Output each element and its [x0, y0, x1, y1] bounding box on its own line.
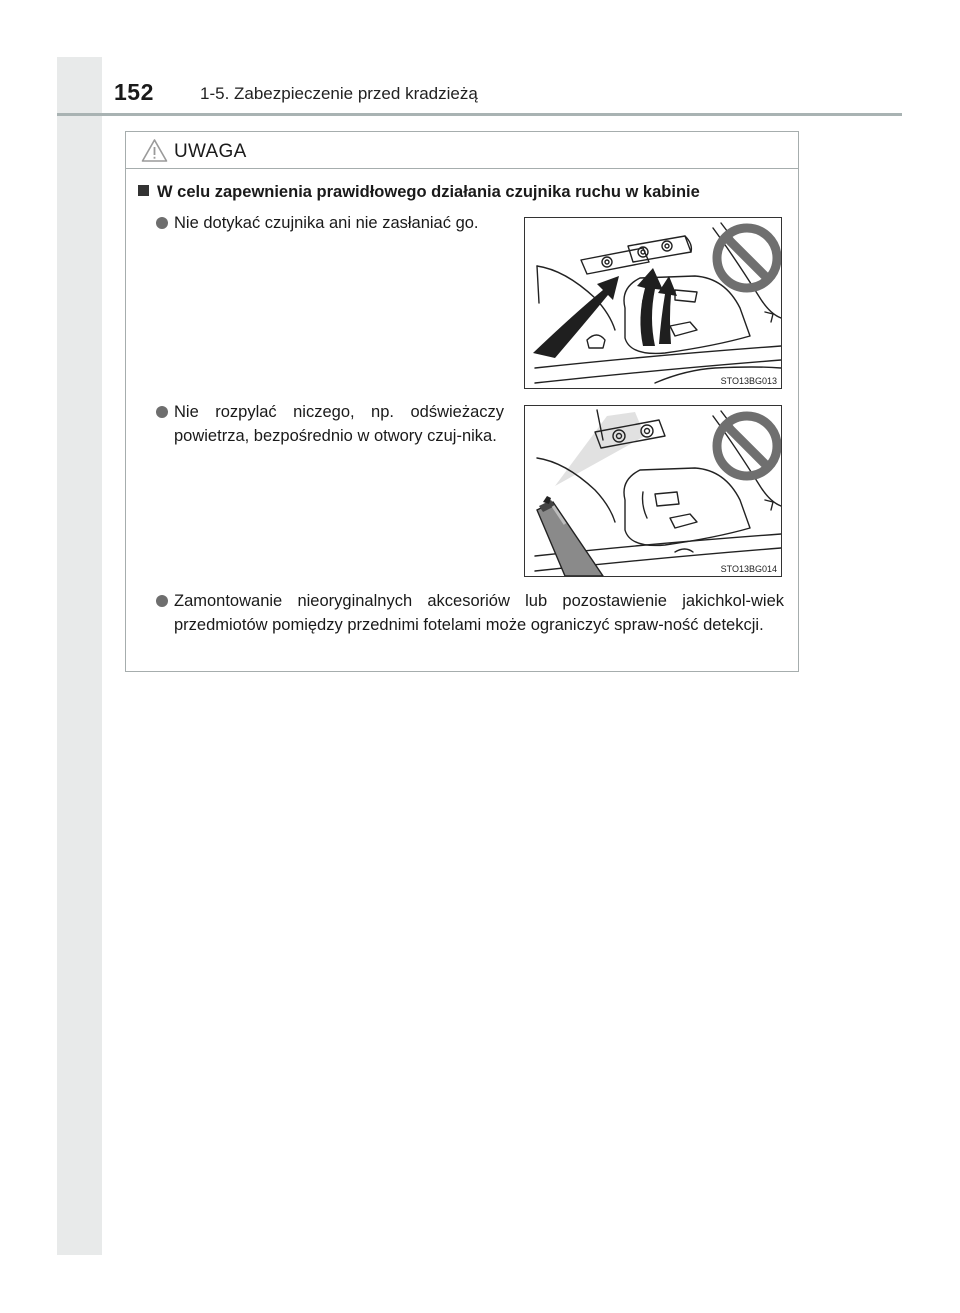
prohibition-icon — [717, 228, 777, 288]
figure-sensor-touch — [524, 217, 782, 389]
caution-title: UWAGA — [174, 141, 247, 162]
bullet-item — [174, 589, 784, 637]
figure-code: STO13BG013 — [720, 376, 777, 386]
section-heading-text: W celu zapewnienia prawidłowego działania czujnika ruchu w kabinie — [157, 183, 700, 201]
chapter-title: 1-5. Zabezpieczenie przed kradzieżą — [200, 84, 478, 103]
bullet-dot-icon — [156, 595, 168, 607]
caution-box — [125, 131, 799, 672]
caution-header — [126, 132, 798, 169]
bullet-item — [174, 211, 514, 235]
square-bullet-icon — [138, 185, 149, 196]
figure-sensor-spray — [524, 405, 782, 577]
spray-can-icon — [537, 496, 603, 576]
page-number: 152 — [114, 79, 154, 105]
warning-triangle-icon — [141, 138, 168, 163]
bullet-text: Zamontowanie nieoryginalnych akcesoriów lub pozostawienie jakichkol-wiek przedmiotów pomiędzy przednimi fotelami może ograniczyć spraw-ność detekcji. — [174, 592, 784, 634]
figure-code: STO13BG014 — [720, 564, 777, 574]
bullet-item — [174, 400, 504, 448]
sensor-spray-illustration — [525, 406, 781, 576]
bullet-text: Nie dotykać czujnika ani nie zasłaniać go. — [174, 214, 479, 232]
page-side-strip — [57, 57, 102, 1255]
bullet-text: Nie rozpylać niczego, np. odświeżaczy powietrza, bezpośrednio w otwory czuj-nika. — [174, 403, 504, 445]
page-header — [57, 57, 902, 115]
prohibition-icon — [717, 416, 777, 476]
section-heading — [138, 183, 788, 202]
sensor-touch-illustration — [525, 218, 781, 388]
header-rule — [57, 113, 902, 116]
bullet-dot-icon — [156, 217, 168, 229]
bullet-dot-icon — [156, 406, 168, 418]
